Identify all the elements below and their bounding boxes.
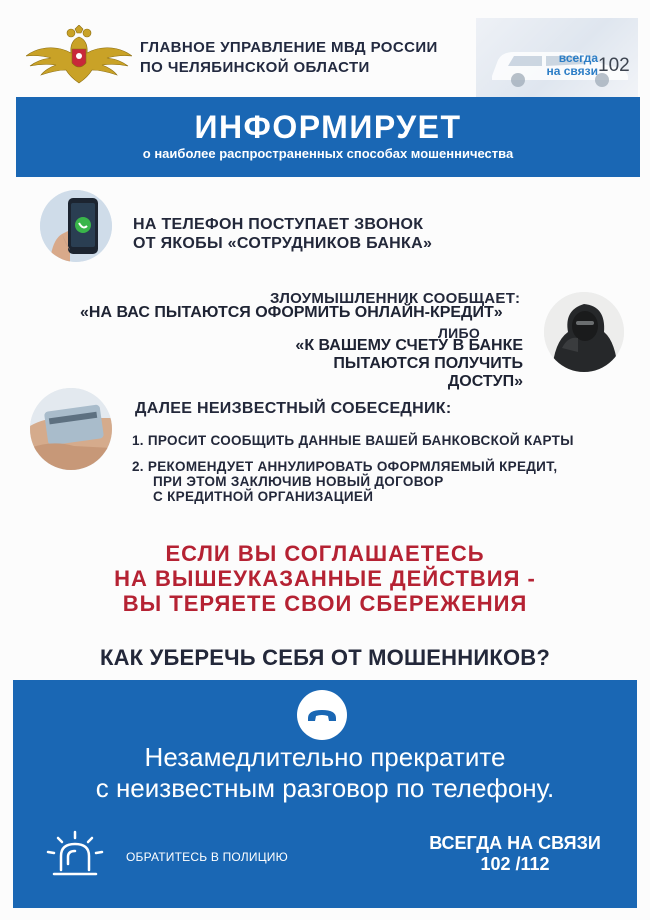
warning-line-2: НА ВЫШЕУКАЗАННЫЕ ДЕЙСТВИЯ - <box>114 566 536 591</box>
org-line-1: ГЛАВНОЕ УПРАВЛЕНИЕ МВД РОССИИ <box>140 39 438 56</box>
step3-item-1: 1. ПРОСИТ СООБЩИТЬ ДАННЫЕ ВАШЕЙ БАНКОВСКОЙ КАРТЫ <box>132 433 574 448</box>
always-line-1: ВСЕГДА НА СВЯЗИ <box>429 833 601 853</box>
banner-subtitle: о наиболее распространенных способах мошенничества <box>142 146 514 161</box>
warning-line-3: ВЫ ТЕРЯЕТЕ СВОИ СБЕРЕЖЕНИЯ <box>122 591 528 616</box>
step2-quote-2-line-1: «К ВАШЕМУ СЧЕТУ В БАНКЕ <box>295 337 523 354</box>
step2-quote-2-line-2: ПЫТАЮТСЯ ПОЛУЧИТЬ ДОСТУП» <box>333 355 523 390</box>
advice-line-1: Незамедлительно прекратите <box>144 742 506 772</box>
always-available-block <box>410 833 620 875</box>
hang-up-phone-icon <box>297 690 347 740</box>
step2-intro: ЗЛОУМЫШЛЕННИК СООБЩАЕТ: <box>270 290 521 307</box>
bank-card-photo-icon <box>30 388 112 470</box>
step3-intro: ДАЛЕЕ НЕИЗВЕСТНЫЙ СОБЕСЕДНИК: <box>135 400 452 417</box>
step2-quote-1: «НА ВАС ПЫТАЮТСЯ ОФОРМИТЬ ОНЛАЙН-КРЕДИТ» <box>80 304 503 321</box>
phone-in-hand-photo-icon <box>40 190 112 262</box>
header <box>0 0 650 100</box>
hotline-caption-2: на связи <box>546 64 598 78</box>
advice-line-2: с неизвестным разговор по телефону. <box>95 773 555 803</box>
informs-banner <box>16 97 640 177</box>
organization-name <box>140 38 438 78</box>
org-line-2: ПО ЧЕЛЯБИНСКОЙ ОБЛАСТИ <box>140 59 370 76</box>
advice-text <box>13 742 637 804</box>
step2-or: ЛИБО <box>438 325 481 341</box>
step1-line-1: НА ТЕЛЕФОН ПОСТУПАЕТ ЗВОНОК <box>133 216 424 233</box>
hotline-number: 102 <box>598 55 630 76</box>
eagle-emblem-icon <box>26 25 132 85</box>
step1-line-2: ОТ ЯКОБЫ «СОТРУДНИКОВ БАНКА» <box>133 235 433 252</box>
contact-police-label: ОБРАТИТЕСЬ В ПОЛИЦИЮ <box>126 850 288 864</box>
step3-item-2-line-2: ПРИ ЭТОМ ЗАКЛЮЧИВ НОВЫЙ ДОГОВОР <box>153 474 444 489</box>
step3-item-2 <box>132 459 557 504</box>
always-line-2: 102 /112 <box>480 854 550 874</box>
warning-block <box>0 541 650 616</box>
step3-item-2-line-3: С КРЕДИТНОЙ ОРГАНИЗАЦИЕЙ <box>153 489 374 504</box>
advice-question: КАК УБЕРЕЧЬ СЕБЯ ОТ МОШЕННИКОВ? <box>99 645 551 670</box>
warning-line-1: ЕСЛИ ВЫ СОГЛАШАЕТЕСЬ <box>165 541 485 566</box>
step2-quote-2 <box>285 337 523 391</box>
banner-title: ИНФОРМИРУЕТ <box>194 109 462 145</box>
step1-text <box>133 215 432 253</box>
step3-item-2-line-1: 2. РЕКОМЕНДУЕТ АННУЛИРОВАТЬ ОФОРМЛЯЕМЫЙ КРЕДИТ, <box>132 459 558 474</box>
hotline-caption-1: всегда <box>558 51 598 65</box>
police-siren-icon <box>44 830 106 880</box>
hooded-caller-photo-icon <box>544 292 624 372</box>
hotline-caption <box>530 52 598 78</box>
